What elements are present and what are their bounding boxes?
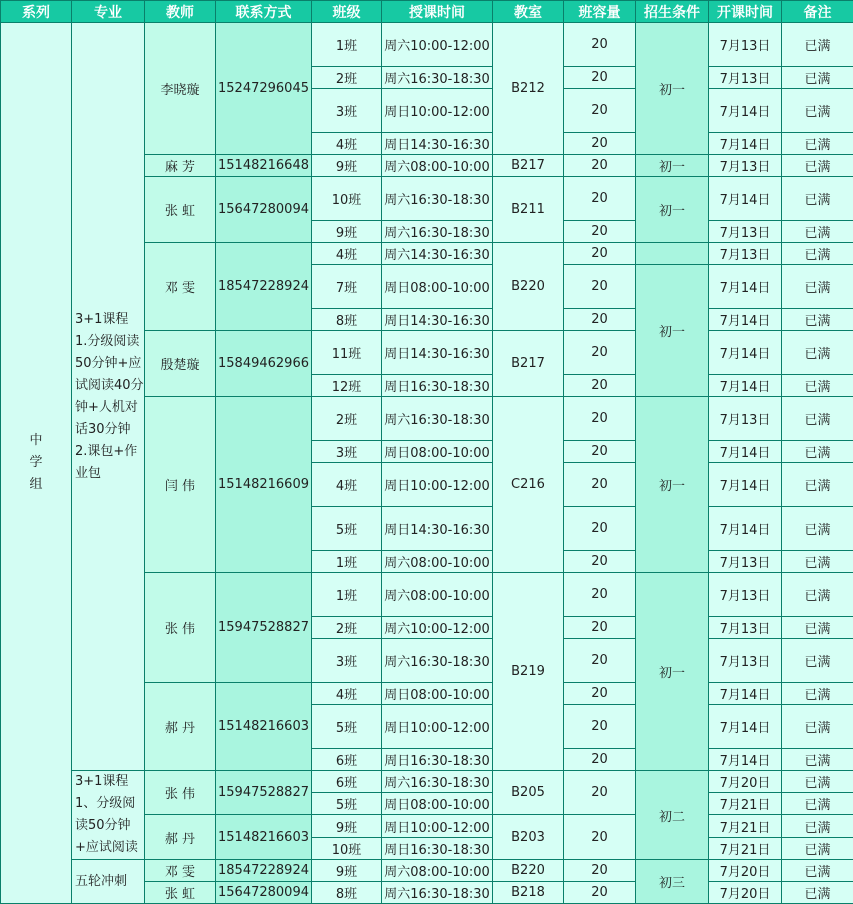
class-cell: 8班 (312, 882, 382, 904)
time-cell: 周六16:30-18:30 (382, 67, 493, 89)
time-cell: 周六16:30-18:30 (382, 397, 493, 441)
start-date-cell: 7月13日 (709, 639, 782, 683)
phone-cell: 15647280094 (216, 177, 312, 243)
room-cell: B220 (493, 243, 564, 331)
class-cell: 5班 (312, 507, 382, 551)
phone-cell: 15148216609 (216, 397, 312, 573)
time-cell: 周日08:00-10:00 (382, 265, 493, 309)
start-date-cell: 7月14日 (709, 705, 782, 749)
room-cell: B219 (493, 573, 564, 771)
note-cell: 已满 (782, 551, 853, 573)
time-cell: 周六16:30-18:30 (382, 221, 493, 243)
phone-cell: 18547228924 (216, 243, 312, 331)
teacher-cell: 郝 丹 (145, 815, 216, 860)
class-cell: 4班 (312, 243, 382, 265)
condition-cell: 初二 (636, 771, 709, 860)
note-cell: 已满 (782, 243, 853, 265)
capacity-cell: 20 (564, 89, 636, 133)
capacity-cell: 20 (564, 397, 636, 441)
class-cell: 6班 (312, 749, 382, 771)
class-cell: 9班 (312, 860, 382, 882)
condition-cell: 初一 (636, 177, 709, 243)
note-cell: 已满 (782, 89, 853, 133)
class-cell: 6班 (312, 771, 382, 793)
room-cell: B220 (493, 860, 564, 882)
note-cell: 已满 (782, 375, 853, 397)
header-major: 专业 (72, 1, 145, 23)
header-note: 备注 (782, 1, 853, 23)
class-cell: 1班 (312, 551, 382, 573)
capacity-cell: 20 (564, 749, 636, 771)
start-date-cell: 7月13日 (709, 155, 782, 177)
note-cell: 已满 (782, 771, 853, 793)
time-cell: 周六16:30-18:30 (382, 639, 493, 683)
teacher-cell: 张 伟 (145, 771, 216, 815)
capacity-cell: 20 (564, 639, 636, 683)
start-date-cell: 7月13日 (709, 617, 782, 639)
note-cell: 已满 (782, 177, 853, 221)
start-date-cell: 7月13日 (709, 221, 782, 243)
note-cell: 已满 (782, 309, 853, 331)
header-capacity: 班容量 (564, 1, 636, 23)
note-cell: 已满 (782, 507, 853, 551)
phone-cell: 15247296045 (216, 23, 312, 155)
teacher-cell: 殷楚璇 (145, 331, 216, 397)
start-date-cell: 7月13日 (709, 551, 782, 573)
capacity-cell: 20 (564, 67, 636, 89)
time-cell: 周六14:30-16:30 (382, 243, 493, 265)
capacity-cell: 20 (564, 860, 636, 882)
header-row (1, 1, 853, 23)
start-date-cell: 7月14日 (709, 683, 782, 705)
note-cell: 已满 (782, 573, 853, 617)
condition-cell (636, 243, 709, 265)
note-cell: 已满 (782, 133, 853, 155)
time-cell: 周日14:30-16:30 (382, 133, 493, 155)
start-date-cell: 7月14日 (709, 441, 782, 463)
start-date-cell: 7月20日 (709, 771, 782, 793)
time-cell: 周日08:00-10:00 (382, 683, 493, 705)
start-date-cell: 7月14日 (709, 265, 782, 309)
header-room: 教室 (493, 1, 564, 23)
table-row (1, 23, 853, 67)
class-cell: 4班 (312, 463, 382, 507)
capacity-cell: 20 (564, 617, 636, 639)
room-cell: B217 (493, 331, 564, 397)
time-cell: 周六08:00-10:00 (382, 551, 493, 573)
time-cell: 周六10:00-12:00 (382, 617, 493, 639)
room-cell: B218 (493, 882, 564, 904)
time-cell: 周日10:00-12:00 (382, 815, 493, 838)
major-cell: 3+1课程 1、分级阅读50分钟+应试阅读 (72, 771, 145, 860)
note-cell: 已满 (782, 441, 853, 463)
start-date-cell: 7月21日 (709, 815, 782, 838)
major-cell: 五轮冲刺 (72, 860, 145, 904)
header-condition: 招生条件 (636, 1, 709, 23)
phone-cell: 15849462966 (216, 331, 312, 397)
class-cell: 12班 (312, 375, 382, 397)
note-cell: 已满 (782, 705, 853, 749)
note-cell: 已满 (782, 838, 853, 860)
class-cell: 5班 (312, 705, 382, 749)
capacity-cell: 20 (564, 683, 636, 705)
capacity-cell: 20 (564, 221, 636, 243)
room-cell: B203 (493, 815, 564, 860)
note-cell: 已满 (782, 331, 853, 375)
teacher-cell: 邓 雯 (145, 860, 216, 882)
time-cell: 周六16:30-18:30 (382, 882, 493, 904)
header-start: 开课时间 (709, 1, 782, 23)
condition-cell: 初一 (636, 155, 709, 177)
capacity-cell: 20 (564, 573, 636, 617)
teacher-cell: 张 伟 (145, 573, 216, 683)
class-cell: 4班 (312, 133, 382, 155)
note-cell: 已满 (782, 815, 853, 838)
time-cell: 周六16:30-18:30 (382, 177, 493, 221)
room-cell: B217 (493, 155, 564, 177)
class-cell: 2班 (312, 67, 382, 89)
class-cell: 5班 (312, 793, 382, 815)
teacher-cell: 张 虹 (145, 882, 216, 904)
room-cell: C216 (493, 397, 564, 573)
note-cell: 已满 (782, 463, 853, 507)
note-cell: 已满 (782, 860, 853, 882)
note-cell: 已满 (782, 221, 853, 243)
start-date-cell: 7月14日 (709, 133, 782, 155)
note-cell: 已满 (782, 683, 853, 705)
capacity-cell: 20 (564, 133, 636, 155)
teacher-cell: 郝 丹 (145, 683, 216, 771)
start-date-cell: 7月14日 (709, 309, 782, 331)
class-cell: 11班 (312, 331, 382, 375)
phone-cell: 15148216603 (216, 683, 312, 771)
start-date-cell: 7月13日 (709, 573, 782, 617)
teacher-cell: 张 虹 (145, 177, 216, 243)
start-date-cell: 7月14日 (709, 331, 782, 375)
phone-cell: 15947528827 (216, 573, 312, 683)
time-cell: 周日14:30-16:30 (382, 309, 493, 331)
capacity-cell: 20 (564, 882, 636, 904)
room-cell: B212 (493, 23, 564, 155)
room-cell: B205 (493, 771, 564, 815)
note-cell: 已满 (782, 23, 853, 67)
capacity-cell: 20 (564, 177, 636, 221)
capacity-cell: 20 (564, 507, 636, 551)
note-cell: 已满 (782, 155, 853, 177)
class-cell: 9班 (312, 221, 382, 243)
start-date-cell: 7月21日 (709, 838, 782, 860)
phone-cell: 15148216648 (216, 155, 312, 177)
header-class: 班级 (312, 1, 382, 23)
note-cell: 已满 (782, 265, 853, 309)
department-cell: 中 学 组 (1, 23, 72, 904)
major-cell: 3+1课程 1.分级阅读50分钟+应试阅读40分钟+人机对话30分钟 2.课包+作业包 (72, 23, 145, 771)
capacity-cell: 20 (564, 705, 636, 749)
class-cell: 3班 (312, 441, 382, 463)
time-cell: 周六10:00-12:00 (382, 23, 493, 67)
start-date-cell: 7月20日 (709, 882, 782, 904)
capacity-cell: 20 (564, 463, 636, 507)
header-teacher: 教师 (145, 1, 216, 23)
time-cell: 周日16:30-18:30 (382, 838, 493, 860)
teacher-cell: 邓 雯 (145, 243, 216, 331)
start-date-cell: 7月13日 (709, 67, 782, 89)
class-cell: 7班 (312, 265, 382, 309)
note-cell: 已满 (782, 397, 853, 441)
capacity-cell: 20 (564, 441, 636, 463)
note-cell: 已满 (782, 639, 853, 683)
capacity-cell: 20 (564, 375, 636, 397)
capacity-cell: 20 (564, 243, 636, 265)
condition-cell: 初一 (636, 23, 709, 155)
room-cell: B211 (493, 177, 564, 243)
condition-cell: 初三 (636, 860, 709, 904)
capacity-cell: 20 (564, 551, 636, 573)
start-date-cell: 7月14日 (709, 749, 782, 771)
phone-cell: 18547228924 (216, 860, 312, 882)
class-cell: 4班 (312, 683, 382, 705)
capacity-cell: 20 (564, 815, 636, 860)
start-date-cell: 7月14日 (709, 375, 782, 397)
time-cell: 周日10:00-12:00 (382, 705, 493, 749)
capacity-cell: 20 (564, 265, 636, 309)
start-date-cell: 7月21日 (709, 793, 782, 815)
header-time: 授课时间 (382, 1, 493, 23)
time-cell: 周日08:00-10:00 (382, 441, 493, 463)
capacity-cell: 20 (564, 771, 636, 815)
time-cell: 周日16:30-18:30 (382, 749, 493, 771)
start-date-cell: 7月14日 (709, 89, 782, 133)
capacity-cell: 20 (564, 155, 636, 177)
phone-cell: 15647280094 (216, 882, 312, 904)
time-cell: 周日14:30-16:30 (382, 331, 493, 375)
phone-cell: 15148216603 (216, 815, 312, 860)
class-cell: 9班 (312, 155, 382, 177)
class-cell: 8班 (312, 309, 382, 331)
class-cell: 10班 (312, 177, 382, 221)
time-cell: 周日08:00-10:00 (382, 793, 493, 815)
phone-cell: 15947528827 (216, 771, 312, 815)
class-cell: 10班 (312, 838, 382, 860)
note-cell: 已满 (782, 882, 853, 904)
class-cell: 3班 (312, 639, 382, 683)
time-cell: 周日14:30-16:30 (382, 507, 493, 551)
class-cell: 1班 (312, 23, 382, 67)
class-cell: 2班 (312, 397, 382, 441)
note-cell: 已满 (782, 749, 853, 771)
note-cell: 已满 (782, 67, 853, 89)
time-cell: 周日10:00-12:00 (382, 89, 493, 133)
start-date-cell: 7月13日 (709, 243, 782, 265)
condition-cell: 初一 (636, 573, 709, 771)
capacity-cell: 20 (564, 23, 636, 67)
start-date-cell: 7月14日 (709, 507, 782, 551)
start-date-cell: 7月20日 (709, 860, 782, 882)
note-cell: 已满 (782, 617, 853, 639)
teacher-cell: 闫 伟 (145, 397, 216, 573)
time-cell: 周六08:00-10:00 (382, 573, 493, 617)
table-row (1, 860, 853, 882)
class-cell: 2班 (312, 617, 382, 639)
start-date-cell: 7月13日 (709, 23, 782, 67)
capacity-cell: 20 (564, 309, 636, 331)
teacher-cell: 李晓璇 (145, 23, 216, 155)
header-department: 系列 (1, 1, 72, 23)
time-cell: 周六16:30-18:30 (382, 771, 493, 793)
table-row (1, 771, 853, 793)
teacher-cell: 麻 芳 (145, 155, 216, 177)
start-date-cell: 7月14日 (709, 463, 782, 507)
condition-cell: 初一 (636, 265, 709, 397)
condition-cell: 初一 (636, 397, 709, 573)
start-date-cell: 7月14日 (709, 177, 782, 221)
time-cell: 周六08:00-10:00 (382, 860, 493, 882)
note-cell: 已满 (782, 793, 853, 815)
start-date-cell: 7月13日 (709, 397, 782, 441)
time-cell: 周日10:00-12:00 (382, 463, 493, 507)
time-cell: 周六08:00-10:00 (382, 155, 493, 177)
class-cell: 3班 (312, 89, 382, 133)
class-cell: 1班 (312, 573, 382, 617)
header-phone: 联系方式 (216, 1, 312, 23)
capacity-cell: 20 (564, 331, 636, 375)
class-cell: 9班 (312, 815, 382, 838)
time-cell: 周日16:30-18:30 (382, 375, 493, 397)
